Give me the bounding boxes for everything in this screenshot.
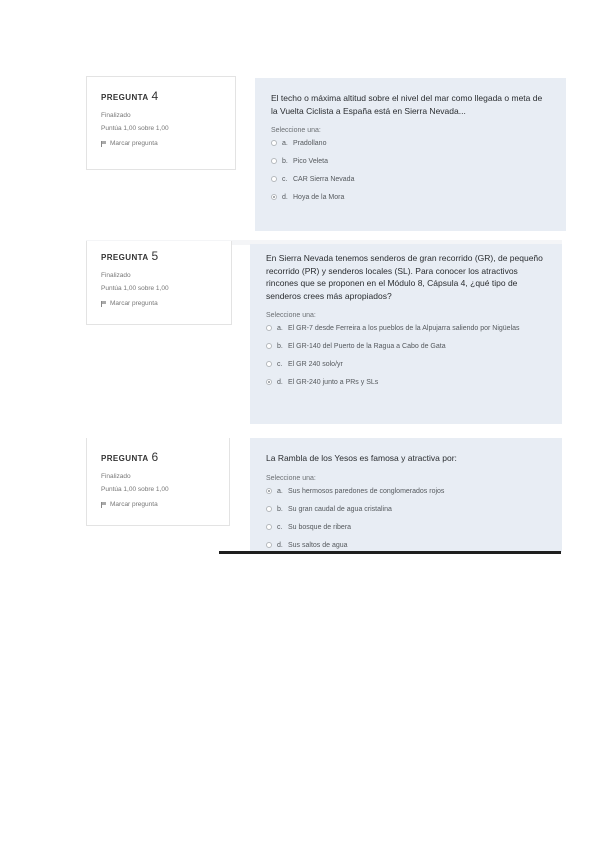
question-content-6 — [250, 438, 562, 552]
flag-icon — [101, 502, 107, 508]
question-status: Finalizado — [101, 112, 131, 119]
question-score: Puntúa 1,00 sobre 1,00 — [101, 486, 169, 493]
answer-prompt: Seleccione una: — [266, 474, 316, 482]
answer-option-d[interactable] — [271, 193, 550, 202]
flag-label: Marcar pregunta — [110, 300, 158, 307]
question-title — [101, 450, 215, 464]
option-text: Pico Veleta — [293, 158, 329, 165]
answer-option-c[interactable] — [271, 175, 550, 184]
answer-option-b[interactable] — [266, 342, 546, 351]
option-letter: c. — [277, 523, 283, 531]
answer-option-b[interactable] — [271, 157, 550, 166]
question-title — [101, 89, 221, 103]
option-letter: d. — [282, 194, 288, 201]
question-label: PREGUNTA — [101, 253, 149, 262]
option-text: El GR 240 solo/yr — [288, 361, 343, 368]
page-divider — [219, 551, 561, 554]
flag-question-button[interactable] — [101, 300, 217, 307]
radio-button[interactable] — [266, 343, 272, 349]
answer-option-d[interactable] — [266, 541, 546, 550]
answer-option-a[interactable] — [271, 139, 550, 148]
flag-label: Marcar pregunta — [110, 501, 158, 508]
question-label: PREGUNTA — [101, 93, 149, 102]
radio-button[interactable] — [271, 158, 277, 164]
answer-option-c[interactable] — [266, 360, 546, 369]
option-text: Sus saltos de agua — [288, 541, 348, 549]
flag-question-button[interactable] — [101, 501, 215, 508]
option-letter: a. — [282, 140, 288, 147]
option-text: Sus hermosos paredones de conglomerados rojos — [288, 487, 445, 495]
question-info-4 — [86, 76, 236, 170]
question-content-5 — [250, 244, 562, 424]
radio-button-selected[interactable] — [271, 194, 277, 200]
option-text: Su bosque de ribera — [288, 523, 352, 531]
question-title — [101, 249, 217, 263]
radio-button[interactable] — [266, 361, 272, 367]
option-text: CAR Sierra Nevada — [293, 176, 355, 183]
option-text: El GR-7 desde Ferreira a los pueblos de la Alpujarra saliendo por Nigüelas — [288, 325, 520, 332]
question-status: Finalizado — [101, 272, 131, 279]
question-number: 5 — [151, 249, 159, 263]
option-letter: a. — [277, 487, 283, 495]
answer-prompt: Seleccione una: — [271, 127, 321, 134]
question-number: 4 — [151, 89, 159, 103]
radio-button[interactable] — [266, 542, 272, 548]
answer-list — [266, 487, 546, 550]
answer-option-d[interactable] — [266, 378, 546, 387]
question-text: En Sierra Nevada tenemos senderos de gran recorrido (GR), de pequeño recorrido (PR) y senderos locales (SL). Para conocer los atractivos rincones que se proponen en el Módulo 8, Cápsula 4, ¿qué tipo de senderos crees más apropiados? — [266, 253, 543, 301]
question-content-4 — [255, 78, 566, 231]
flag-icon — [101, 141, 107, 147]
answer-option-a[interactable] — [266, 324, 546, 333]
option-letter: b. — [277, 505, 283, 513]
flag-question-button[interactable] — [101, 140, 221, 147]
option-text: Su gran caudal de agua cristalina — [288, 505, 392, 513]
answer-option-b[interactable] — [266, 505, 546, 514]
option-text: El GR-240 junto a PRs y SLs — [288, 379, 379, 386]
question-info-5 — [86, 241, 232, 325]
answer-list — [271, 139, 550, 202]
radio-button[interactable] — [271, 176, 277, 182]
option-letter: a. — [277, 325, 283, 332]
radio-button-selected[interactable] — [266, 379, 272, 385]
question-number: 6 — [151, 450, 159, 464]
question-score: Puntúa 1,00 sobre 1,00 — [101, 125, 169, 132]
radio-button[interactable] — [266, 524, 272, 530]
answer-prompt: Seleccione una: — [266, 312, 316, 319]
question-status: Finalizado — [101, 473, 131, 480]
question-text: La Rambla de los Yesos es famosa y atractiva por: — [266, 453, 457, 463]
option-text: Pradollano — [293, 140, 327, 147]
question-info-6 — [86, 438, 230, 526]
option-letter: b. — [282, 158, 288, 165]
option-text: El GR-140 del Puerto de la Ragua a Cabo de Gata — [288, 343, 446, 350]
radio-button-selected[interactable] — [266, 488, 272, 494]
question-label: PREGUNTA — [101, 454, 149, 463]
flag-label: Marcar pregunta — [110, 140, 158, 147]
flag-icon — [101, 301, 107, 307]
answer-option-c[interactable] — [266, 523, 546, 532]
answer-option-a[interactable] — [266, 487, 546, 496]
option-text: Hoya de la Mora — [293, 194, 345, 201]
question-score: Puntúa 1,00 sobre 1,00 — [101, 285, 169, 292]
radio-button[interactable] — [266, 325, 272, 331]
option-letter: b. — [277, 343, 283, 350]
question-text: El techo o máxima altitud sobre el nivel del mar como llegada o meta de la Vuelta Ciclista a España está en Sierra Nevada... — [271, 93, 543, 116]
radio-button[interactable] — [271, 140, 277, 146]
answer-list — [266, 324, 546, 387]
option-letter: d. — [277, 541, 283, 549]
option-letter: d. — [277, 379, 283, 386]
option-letter: c. — [277, 361, 283, 368]
option-letter: c. — [282, 176, 288, 183]
radio-button[interactable] — [266, 506, 272, 512]
